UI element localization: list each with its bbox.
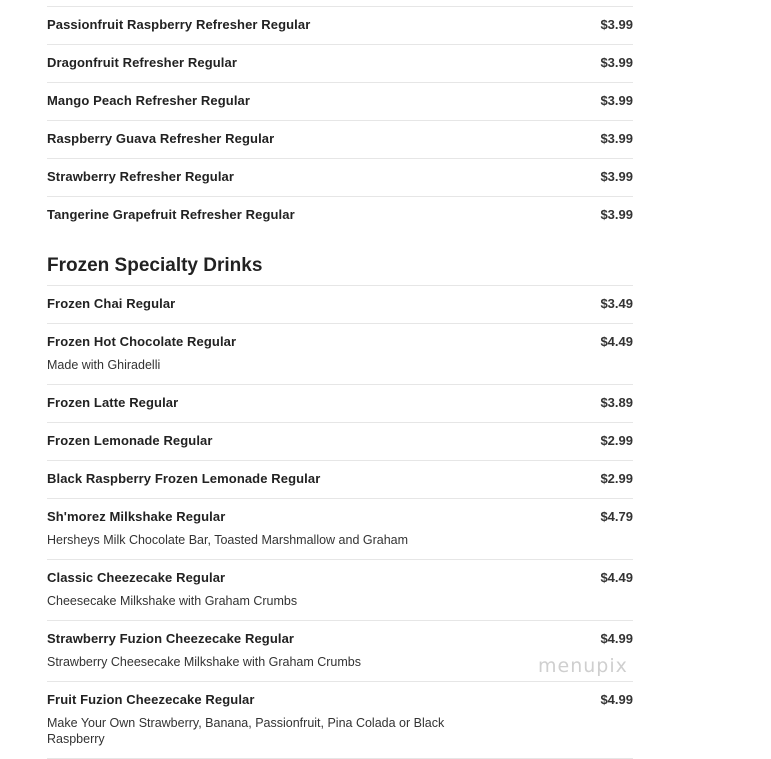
item-price: $3.89 [600,395,633,410]
menu-item [47,83,633,121]
item-price: $3.99 [600,207,633,222]
item-price: $3.99 [600,93,633,108]
item-price: $2.99 [600,471,633,486]
item-name: Classic Cheezecake Regular [47,570,226,585]
menu-item [47,197,633,234]
menu-item [47,7,633,45]
item-name: Frozen Latte Regular [47,395,179,410]
item-price: $3.99 [600,17,633,32]
item-name: Black Raspberry Frozen Lemonade Regular [47,471,321,486]
item-description: Cheesecake Milkshake with Graham Crumbs [47,594,298,608]
item-price: $4.79 [600,509,633,524]
menu-item [47,423,633,461]
item-name: Mango Peach Refresher Regular [47,93,251,108]
item-price: $4.99 [600,692,633,707]
menu-item [47,682,633,759]
item-price: $2.99 [600,433,633,448]
item-name: Passionfruit Raspberry Refresher Regular [47,17,311,32]
item-description: Hersheys Milk Chocolate Bar, Toasted Marshmallow and Graham [47,533,409,547]
menu-item [47,385,633,423]
menu-item [47,324,633,385]
menu-item [47,45,633,83]
item-price: $4.99 [600,631,633,646]
item-price: $3.99 [600,131,633,146]
item-name: Frozen Hot Chocolate Regular [47,334,237,349]
item-description: Make Your Own Strawberry, Banana, Passionfruit, Pina Colada or Black Raspberry [47,716,445,746]
item-name: Strawberry Fuzion Cheezecake Regular [47,631,295,646]
menupix-watermark: menupix [538,655,628,677]
item-price: $3.49 [600,296,633,311]
menu-item [47,121,633,159]
item-price: $3.99 [600,55,633,70]
item-name: Frozen Chai Regular [47,296,176,311]
item-description: Strawberry Cheesecake Milkshake with Graham Crumbs [47,655,361,669]
menu-list [47,0,633,759]
menu-item [47,286,633,324]
item-name: Fruit Fuzion Cheezecake Regular [47,692,255,707]
item-name: Raspberry Guava Refresher Regular [47,131,275,146]
section-title: Frozen Specialty Drinks [47,254,633,286]
item-price: $4.49 [600,570,633,585]
item-name: Frozen Lemonade Regular [47,433,213,448]
menu-item [47,560,633,621]
item-name: Strawberry Refresher Regular [47,169,235,184]
item-name: Dragonfruit Refresher Regular [47,55,237,70]
section-frozen-specialty-drinks [47,254,633,759]
menu-item [47,159,633,197]
section-refreshers [47,7,633,234]
item-price: $4.49 [600,334,633,349]
menu-item [47,499,633,560]
item-price: $3.99 [600,169,633,184]
item-name: Sh'morez Milkshake Regular [47,509,226,524]
item-description: Made with Ghiradelli [47,358,161,372]
menu-item [47,461,633,499]
item-name: Tangerine Grapefruit Refresher Regular [47,207,295,222]
